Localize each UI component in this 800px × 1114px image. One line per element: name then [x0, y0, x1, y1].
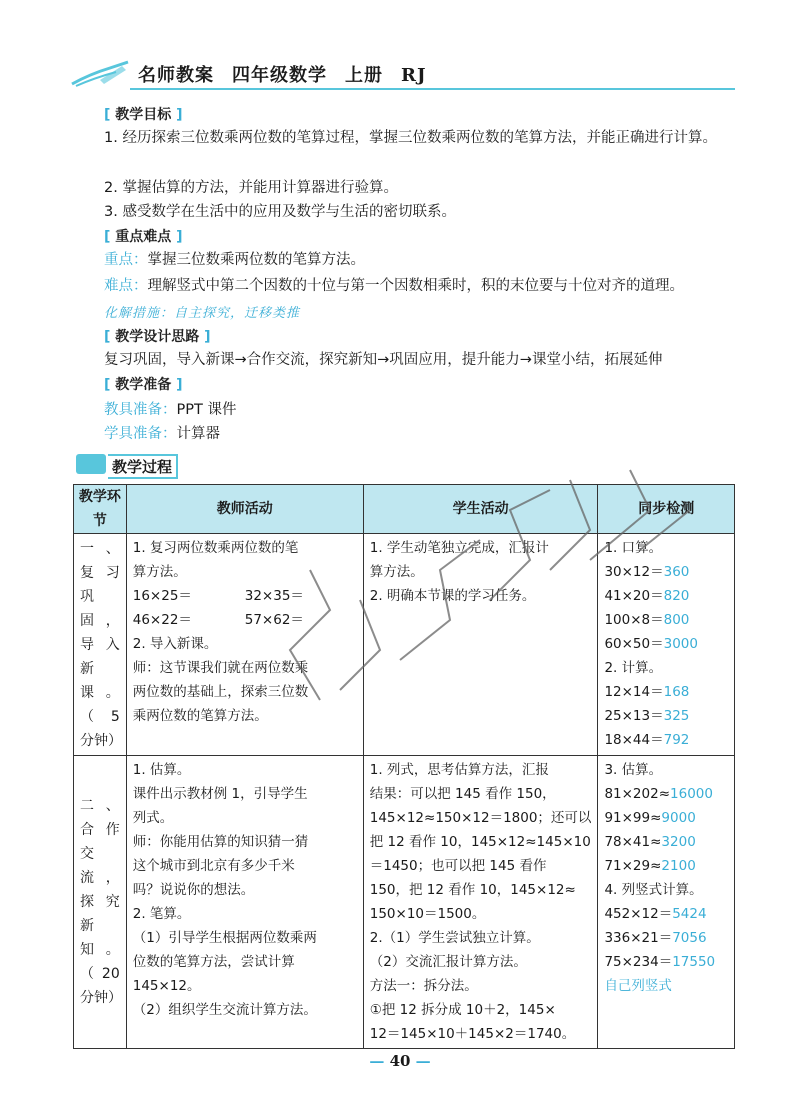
teacher-prep: 教具准备：PPT 课件 [104, 402, 237, 418]
answer: 7056 [672, 930, 707, 946]
answer: 9000 [661, 810, 696, 826]
key-points-heading: [ 重点难点 ] [104, 229, 183, 245]
check-line: 71×29≈2100 [604, 858, 696, 874]
check-line: 81×202≈16000 [604, 786, 713, 802]
answer: 5424 [672, 906, 707, 922]
process-heading: 教学过程 [108, 454, 178, 479]
stage-cell: 一、复习巩固，导入新课。（5 分钟） [74, 534, 127, 756]
teacher-cell [126, 756, 363, 1049]
teacher-line: （1）引导学生根据两位数乘两 [132, 930, 317, 946]
answer: 2100 [661, 858, 696, 874]
objective-3: 3. 感受数学在生活中的应用及数学与生活的密切联系。 [104, 204, 456, 220]
process-icon [76, 454, 106, 474]
teacher-line: 2. 笔算。 [132, 906, 191, 922]
header-grade: 四年级数学 [232, 65, 327, 86]
header-series: 名师教案 [138, 65, 214, 86]
student-line: 结果：可以把 145 看作 150， [369, 786, 556, 802]
header-check: 同步检测 [598, 485, 735, 534]
student-prep: 学具准备：计算器 [104, 426, 220, 442]
resolution-note: 化解措施：自主探究，迁移类推 [104, 306, 301, 321]
student-line: （2）交流汇报计算方法。 [369, 954, 527, 970]
teacher-line: 乘两位数的笔算方法。 [132, 708, 268, 724]
teacher-line: 师：你能用估算的知识猜一猜 [132, 834, 309, 850]
focus-line: 重点：掌握三位数乘两位数的笔算方法。 [104, 252, 365, 268]
design-heading: [ 教学设计思路 ] [104, 329, 211, 345]
answer: 自己列竖式 [604, 978, 672, 994]
header-stage: 教学环节 [74, 485, 127, 534]
objectives-heading: [ 教学目标 ] [104, 107, 183, 123]
teacher-line: 145×12。 [132, 978, 201, 994]
header-title [138, 61, 444, 87]
teacher-line: 1. 估算。 [132, 762, 191, 778]
pen-logo-icon [70, 60, 132, 88]
teacher-cell [126, 534, 363, 756]
student-line: 方法一：拆分法。 [369, 978, 478, 994]
check-line: 41×20＝820 [604, 588, 690, 604]
page-header [70, 60, 735, 90]
student-line: 2. 明确本节课的学习任务。 [369, 588, 536, 604]
teacher-line: 列式。 [132, 810, 174, 826]
student-line: ＝1450；也可以把 145 看作 [369, 858, 547, 874]
student-line: 1. 列式，思考估算方法，汇报 [369, 762, 549, 778]
exercise-pair: 16×25＝ 32×35＝ [132, 588, 304, 604]
answer: 800 [663, 612, 690, 628]
teacher-line: 位数的笔算方法，尝试计算 [132, 954, 295, 970]
check-line: 91×99≈9000 [604, 810, 696, 826]
answer: 820 [663, 588, 690, 604]
check-line: 336×21＝7056 [604, 930, 707, 946]
check-line: 30×12＝360 [604, 564, 690, 580]
answer: 3000 [663, 636, 698, 652]
page-number: — 40 — [369, 1052, 431, 1070]
student-line: 145×12≈150×12＝1800；还可以 [369, 810, 592, 826]
check-cell [598, 534, 735, 756]
header-volume: 上册 [345, 65, 383, 86]
student-cell [363, 534, 598, 756]
check-cell [598, 756, 735, 1049]
table-row [74, 534, 735, 756]
student-line: 150，把 12 看作 10，145×12≈ [369, 882, 576, 898]
teacher-line: 1. 复习两位数乘两位数的笔 [132, 540, 299, 556]
teacher-line: 师：这节课我们就在两位数乘 [132, 660, 309, 676]
lesson-table [73, 484, 735, 1049]
check-line: 75×234＝17550 [604, 954, 716, 970]
check-line: 452×12＝5424 [604, 906, 707, 922]
check-line: 60×50＝3000 [604, 636, 698, 652]
answer: 792 [663, 732, 690, 748]
check-line: 78×41≈3200 [604, 834, 696, 850]
table-row [74, 756, 735, 1049]
check-line: 25×13＝325 [604, 708, 690, 724]
answer: 325 [663, 708, 690, 724]
answer: 168 [663, 684, 690, 700]
student-line: 2.（1）学生尝试独立计算。 [369, 930, 540, 946]
student-line: 1. 学生动笔独立完成，汇报计 [369, 540, 549, 556]
teacher-line: 两位数的基础上，探索三位数 [132, 684, 309, 700]
header-teacher: 教师活动 [126, 485, 363, 534]
check-line: 3. 估算。 [604, 762, 663, 778]
student-line: ①把 12 拆分成 10＋2，145× [369, 1002, 556, 1018]
answer: 360 [663, 564, 690, 580]
teacher-line: 这个城市到北京有多少千米 [132, 858, 295, 874]
check-line: 12×14＝168 [604, 684, 690, 700]
student-line: 12＝145×10＋145×2＝1740。 [369, 1026, 576, 1042]
objective-1: 1. 经历探索三位数乘两位数的笔算过程，掌握三位数乘两位数的笔算方法，并能正确进行计算。 [104, 130, 717, 146]
check-line: 1. 口算。 [604, 540, 663, 556]
header-rule [130, 88, 735, 90]
student-line: 150×10＝1500。 [369, 906, 486, 922]
answer: 3200 [661, 834, 696, 850]
check-line: 18×44＝792 [604, 732, 690, 748]
exercise-pair: 46×22＝ 57×62＝ [132, 612, 304, 628]
teacher-line: 吗？说说你的想法。 [132, 882, 255, 898]
answer: 17550 [672, 954, 716, 970]
teacher-line: （2）组织学生交流计算方法。 [132, 1002, 317, 1018]
objective-2: 2. 掌握估算的方法，并能用计算器进行验算。 [104, 180, 398, 196]
check-line [604, 974, 728, 998]
student-line: 把 12 看作 10，145×12≈145×10 [369, 834, 591, 850]
teacher-line: 课件出示教材例 1，引导学生 [132, 786, 308, 802]
teacher-line: 算方法。 [132, 564, 187, 580]
process-banner [76, 452, 196, 476]
teacher-line: 2. 导入新课。 [132, 636, 218, 652]
student-line: 算方法。 [369, 564, 424, 580]
stage-cell: 二、合作交流，探究新知。（20分钟） [74, 756, 127, 1049]
header-edition: RJ [401, 65, 427, 86]
design-text: 复习巩固，导入新课→合作交流，探究新知→巩固应用，提升能力→课堂小结，拓展延伸 [104, 352, 663, 368]
student-cell [363, 756, 598, 1049]
check-line: 2. 计算。 [604, 660, 663, 676]
table-header-row [74, 485, 735, 534]
preparation-heading: [ 教学准备 ] [104, 377, 183, 393]
difficulty-line: 难点：理解竖式中第二个因数的十位与第一个因数相乘时，积的末位要与十位对齐的道理。 [104, 278, 684, 294]
check-line: 100×8＝800 [604, 612, 690, 628]
check-line: 4. 列竖式计算。 [604, 882, 703, 898]
answer: 16000 [670, 786, 713, 802]
header-student: 学生活动 [363, 485, 598, 534]
